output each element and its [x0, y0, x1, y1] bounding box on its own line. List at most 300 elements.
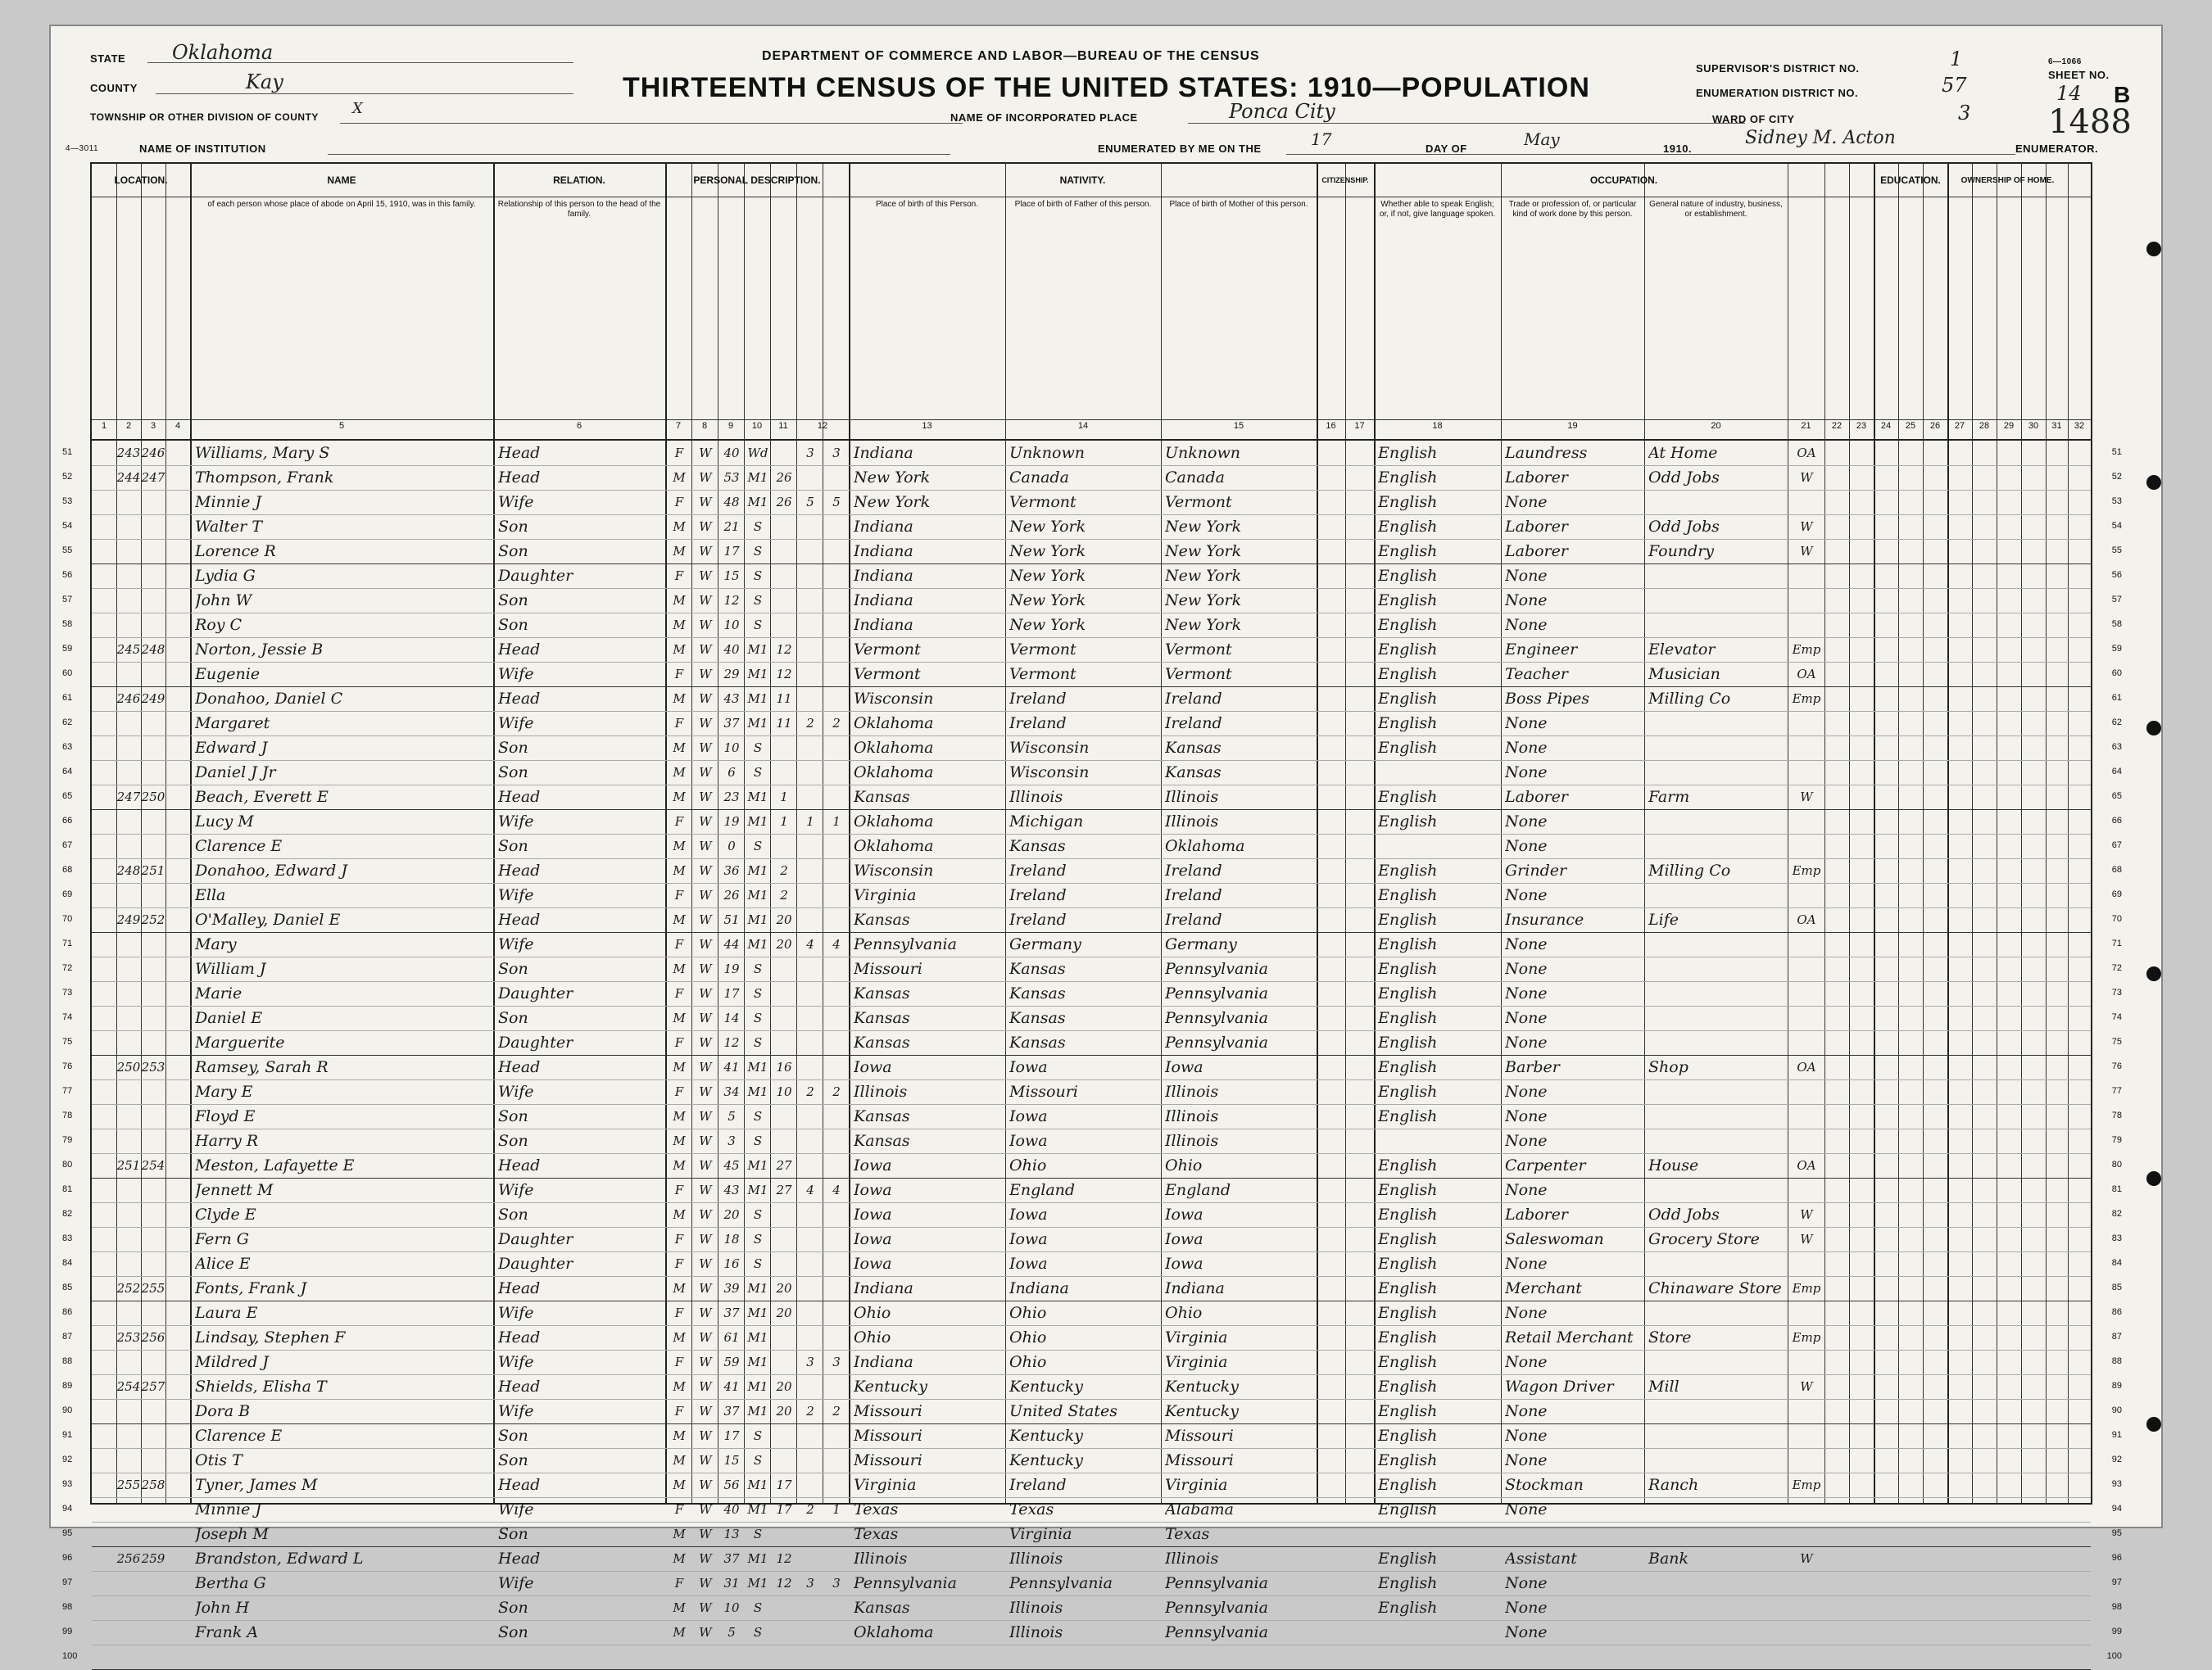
- age: 36: [723, 863, 740, 878]
- father-birthplace: New York: [1009, 542, 1086, 560]
- race: W: [699, 691, 712, 706]
- family-number: 257: [141, 1379, 165, 1394]
- marital-status: M1: [747, 1478, 768, 1492]
- family-number: [141, 762, 165, 783]
- township-label: TOWNSHIP OR OTHER DIVISION OF COUNTY: [90, 111, 319, 123]
- father-birthplace: New York: [1009, 616, 1086, 634]
- industry: [1648, 614, 1788, 636]
- person-name: Edward J: [195, 739, 268, 757]
- table-row: [62, 785, 2122, 810]
- occupation: None: [1505, 1353, 1548, 1371]
- race: W: [699, 1183, 712, 1197]
- occupation: Laundress: [1505, 444, 1588, 462]
- person-name: Shields, Elisha T: [195, 1378, 327, 1396]
- language: English: [1378, 1427, 1438, 1445]
- mother-birthplace: Ohio: [1165, 1304, 1203, 1322]
- table-row: [62, 1448, 2122, 1473]
- language: English: [1378, 1476, 1438, 1494]
- birthplace: Vermont: [854, 665, 921, 683]
- language: English: [1378, 935, 1438, 953]
- person-name: Mary E: [195, 1083, 253, 1101]
- father-birthplace: [1009, 1646, 1157, 1668]
- family-number: [141, 713, 165, 734]
- children-born: [798, 614, 823, 636]
- mother-birthplace: Pennsylvania: [1165, 984, 1268, 1002]
- marital-status: S: [753, 839, 763, 853]
- line-number-right: 94: [2111, 1504, 2122, 1514]
- person-name: Roy C: [195, 616, 243, 634]
- children-born: [798, 737, 823, 758]
- age: 19: [723, 962, 740, 976]
- industry: [1648, 1179, 1788, 1201]
- column-number: 12: [817, 421, 828, 431]
- relationship: Wife: [498, 1083, 534, 1101]
- family-number: [141, 885, 165, 906]
- occupation: None: [1505, 1304, 1548, 1322]
- dwelling-number: [116, 1229, 141, 1250]
- sex: M: [673, 863, 686, 878]
- industry: [1648, 1573, 1788, 1594]
- years-married: [772, 1646, 796, 1668]
- children-born: [798, 983, 823, 1004]
- language: English: [1378, 1255, 1438, 1273]
- table-row: [62, 1522, 2122, 1547]
- person-name: Alice E: [195, 1255, 251, 1273]
- father-birthplace: Kansas: [1009, 1009, 1066, 1027]
- sex: M: [673, 1158, 686, 1173]
- race: W: [699, 519, 712, 534]
- person-name: Minnie J: [195, 493, 261, 511]
- employer-status: [1789, 1351, 1824, 1373]
- employer-status: [1789, 1302, 1824, 1324]
- dwelling-number: [116, 1302, 141, 1324]
- language: English: [1378, 1206, 1438, 1224]
- family-number: [141, 1253, 165, 1274]
- children-living: [824, 1376, 849, 1397]
- race: W: [699, 470, 712, 485]
- industry: [1648, 1106, 1788, 1127]
- age: 10: [723, 740, 740, 755]
- children-born: [798, 762, 823, 783]
- line-number: 63: [62, 742, 73, 752]
- industry: [1648, 1401, 1788, 1422]
- enumeration-district-label: ENUMERATION DISTRICT NO.: [1696, 87, 1859, 99]
- occupation: Engineer: [1505, 640, 1578, 658]
- children-born: [798, 663, 823, 685]
- industry: [1648, 1499, 1788, 1520]
- race: W: [699, 1011, 712, 1025]
- age: 12: [723, 593, 740, 608]
- line-number-right: 59: [2111, 644, 2122, 654]
- mother-birthplace: Kansas: [1165, 739, 1222, 757]
- group-citizenship: CITIZENSHIP.: [1321, 176, 1369, 184]
- line-number: 52: [62, 472, 73, 482]
- line-number: 72: [62, 963, 73, 973]
- column-number: 7: [675, 421, 682, 431]
- line-number: 92: [62, 1455, 73, 1464]
- group-personal: PERSONAL DESCRIPTION.: [693, 174, 821, 186]
- person-name: Fonts, Frank J: [195, 1279, 307, 1297]
- relationship: Head: [498, 788, 541, 806]
- line-number-right: 91: [2111, 1430, 2122, 1440]
- marital-status: S: [753, 1625, 763, 1640]
- age: 13: [723, 1527, 740, 1541]
- language: English: [1378, 1181, 1438, 1199]
- employer-status: [1789, 1081, 1824, 1102]
- language: English: [1378, 1156, 1438, 1174]
- line-number-right: 71: [2111, 939, 2122, 948]
- person-name: Mildred J: [195, 1353, 269, 1371]
- industry: Musician: [1648, 665, 1720, 683]
- age: 37: [723, 1404, 740, 1419]
- ward-value: 3: [1958, 102, 1971, 124]
- table-row: [62, 1301, 2122, 1326]
- mother-birthplace: New York: [1165, 591, 1242, 609]
- family-number: [141, 1351, 165, 1373]
- industry: Store: [1648, 1328, 1692, 1346]
- language: English: [1378, 1009, 1438, 1027]
- table-row: [62, 711, 2122, 736]
- state-label: STATE: [90, 52, 126, 65]
- employer-status: W: [1800, 1232, 1813, 1247]
- birthplace: Texas: [854, 1500, 899, 1518]
- column-number: 25: [1905, 421, 1916, 431]
- family-number: [141, 1646, 165, 1668]
- stamp-number: 1488: [2048, 103, 2132, 141]
- relationship: Daughter: [498, 1034, 573, 1052]
- years-married: 12: [776, 667, 792, 681]
- employer-status: OA: [1797, 1060, 1816, 1075]
- dwelling-number: [116, 491, 141, 513]
- birthplace: Indiana: [854, 1353, 913, 1371]
- trade-column-description: Trade or profession of, or particular kind of work done by this person.: [1508, 200, 1637, 219]
- sex: M: [673, 1207, 686, 1222]
- occupation: Laborer: [1505, 542, 1568, 560]
- person-name: Ramsey, Sarah R: [195, 1058, 329, 1076]
- table-row: [62, 1645, 2122, 1670]
- family-number: 254: [141, 1158, 165, 1173]
- employer-status: [1789, 614, 1824, 636]
- column-number: 15: [1233, 421, 1244, 431]
- language: English: [1378, 468, 1438, 487]
- sheet-letter: B: [2114, 82, 2131, 107]
- birthplace: Iowa: [854, 1230, 892, 1248]
- sex: F: [674, 814, 684, 829]
- column-number: 31: [2051, 421, 2062, 431]
- person-name: Norton, Jessie B: [195, 640, 324, 658]
- father-birthplace: Missouri: [1009, 1083, 1078, 1101]
- table-row: [62, 1497, 2122, 1523]
- father-birthplace: Unknown: [1009, 444, 1085, 462]
- industry: [1648, 1032, 1788, 1053]
- marital-status: M1: [747, 888, 768, 903]
- employer-status: [1789, 1106, 1824, 1127]
- employer-status: Emp: [1792, 863, 1821, 878]
- language: [1378, 1523, 1501, 1545]
- employer-status: W: [1800, 790, 1813, 804]
- children-living: [824, 909, 849, 930]
- person-name: Clyde E: [195, 1206, 256, 1224]
- sex: M: [673, 839, 686, 853]
- person-name: Meston, Lafayette E: [195, 1156, 355, 1174]
- children-born: [798, 860, 823, 881]
- birthplace: Illinois: [854, 1083, 908, 1101]
- children-born: [798, 1130, 823, 1152]
- person-name: Bertha G: [195, 1574, 266, 1592]
- table-row: [62, 1030, 2122, 1056]
- age: 21: [723, 519, 740, 534]
- column-number: 5: [338, 421, 345, 431]
- table-row: [62, 1055, 2122, 1080]
- occupation: Merchant: [1505, 1279, 1582, 1297]
- person-name: John W: [195, 591, 252, 609]
- race: W: [699, 544, 712, 559]
- mother-birthplace: New York: [1165, 616, 1242, 634]
- sex: M: [673, 618, 686, 632]
- dwelling-number: 254: [116, 1379, 141, 1394]
- sex: M: [673, 1551, 686, 1566]
- years-married: [772, 1597, 796, 1618]
- children-living: 3: [832, 446, 841, 460]
- line-number-right: 80: [2111, 1160, 2122, 1170]
- occupation: None: [1505, 591, 1548, 609]
- family-number: [141, 934, 165, 955]
- line-number: 77: [62, 1086, 73, 1096]
- mother-birthplace: Pennsylvania: [1165, 960, 1268, 978]
- employer-status: [1789, 1425, 1824, 1446]
- person-name: Beach, Everett E: [195, 788, 329, 806]
- years-married: 20: [776, 1306, 792, 1320]
- line-number-right: 52: [2111, 472, 2122, 482]
- industry: [1648, 835, 1788, 857]
- line-number: 90: [62, 1405, 73, 1415]
- line-number: 97: [62, 1577, 73, 1587]
- line-number: 86: [62, 1307, 73, 1317]
- children-born: [798, 786, 823, 808]
- employer-status: [1789, 1401, 1824, 1422]
- years-married: [772, 442, 796, 464]
- years-married: 12: [776, 1551, 792, 1566]
- years-married: 20: [776, 937, 792, 952]
- family-number: [141, 1450, 165, 1471]
- table-row: [62, 514, 2122, 540]
- table-row: [62, 1202, 2122, 1228]
- children-living: [824, 1327, 849, 1348]
- sex: M: [673, 1379, 686, 1394]
- line-number: 67: [62, 840, 73, 850]
- years-married: [772, 541, 796, 562]
- race: W: [699, 1600, 712, 1615]
- children-born: [798, 1278, 823, 1299]
- line-number: 59: [62, 644, 73, 654]
- sex: F: [674, 1084, 684, 1099]
- person-name: John H: [195, 1599, 250, 1617]
- marital-status: S: [753, 1527, 763, 1541]
- years-married: 17: [776, 1502, 792, 1517]
- race: W: [699, 1478, 712, 1492]
- industry: [1648, 1007, 1788, 1029]
- marital-status: M1: [747, 1551, 768, 1566]
- line-number-right: 53: [2111, 496, 2122, 506]
- table-row: [62, 588, 2122, 613]
- relationship: Son: [498, 1525, 528, 1543]
- line-number-right: 66: [2111, 816, 2122, 826]
- table-row: [62, 1546, 2122, 1572]
- race: W: [699, 1035, 712, 1050]
- family-number: 255: [141, 1281, 165, 1296]
- column-number: 4: [175, 421, 181, 431]
- children-living: [824, 1622, 849, 1643]
- mother-birthplace: Illinois: [1165, 1132, 1219, 1150]
- employer-status: W: [1800, 519, 1813, 534]
- children-born: [798, 1622, 823, 1643]
- occupation: None: [1505, 837, 1548, 855]
- father-birthplace: Vermont: [1009, 640, 1077, 658]
- birthplace: Virginia: [854, 1476, 917, 1494]
- birthplace: Kansas: [854, 1599, 910, 1617]
- occupation: [1505, 1523, 1644, 1545]
- children-born: [798, 639, 823, 660]
- line-number-right: 81: [2111, 1184, 2122, 1194]
- township-value: X: [352, 100, 363, 117]
- children-living: 2: [832, 1084, 841, 1099]
- sex: F: [674, 1502, 684, 1517]
- children-born: [798, 909, 823, 930]
- birthplace: [854, 1646, 1001, 1668]
- language: English: [1378, 812, 1438, 830]
- marital-status: M1: [747, 667, 768, 681]
- mother-birthplace: Iowa: [1165, 1255, 1203, 1273]
- age: 37: [723, 1551, 740, 1566]
- relationship: Wife: [498, 1304, 534, 1322]
- table-row: [62, 1276, 2122, 1301]
- father-birthplace: Kansas: [1009, 960, 1066, 978]
- table-row: [62, 1325, 2122, 1351]
- person-name: Marguerite: [195, 1034, 285, 1052]
- group-nativity: NATIVITY.: [1059, 174, 1106, 186]
- person-name: Brandston, Edward L: [195, 1550, 364, 1568]
- race: W: [699, 839, 712, 853]
- employer-status: Emp: [1792, 1478, 1821, 1492]
- birth-mother-column-description: Place of birth of Mother of this person.: [1169, 200, 1308, 209]
- children-born: 1: [806, 814, 814, 829]
- language: English: [1378, 984, 1438, 1002]
- industry: [1648, 1425, 1788, 1446]
- relationship: Wife: [498, 886, 534, 904]
- relationship: Head: [498, 640, 541, 658]
- children-living: [824, 1130, 849, 1152]
- mother-birthplace: Iowa: [1165, 1058, 1203, 1076]
- birthplace: Indiana: [854, 1279, 913, 1297]
- table-row: [62, 1595, 2122, 1621]
- birthplace: Indiana: [854, 542, 913, 560]
- children-born: [798, 835, 823, 857]
- marital-status: S: [753, 1109, 763, 1124]
- occupation: Insurance: [1505, 911, 1584, 929]
- birthplace: Oklahoma: [854, 812, 934, 830]
- mother-birthplace: [1165, 1646, 1312, 1668]
- dwelling-number: [116, 885, 141, 906]
- children-living: [824, 1253, 849, 1274]
- children-living: [824, 1450, 849, 1471]
- punch-hole: [2146, 721, 2161, 735]
- line-number-right: 97: [2111, 1577, 2122, 1587]
- age: 37: [723, 716, 740, 731]
- relationship: Son: [498, 1009, 528, 1027]
- birthplace: Indiana: [854, 591, 913, 609]
- dwelling-number: [116, 565, 141, 586]
- relationship: Head: [498, 468, 541, 487]
- person-name: Mary: [195, 935, 237, 953]
- family-number: 249: [141, 691, 165, 706]
- race: W: [699, 1306, 712, 1320]
- family-number: [141, 541, 165, 562]
- family-number: [141, 1032, 165, 1053]
- line-number: 89: [62, 1381, 73, 1391]
- children-born: [798, 1523, 823, 1545]
- dwelling-number: [116, 1351, 141, 1373]
- relationship: Wife: [498, 1353, 534, 1371]
- family-number: 246: [141, 446, 165, 460]
- occupation: Grinder: [1505, 862, 1567, 880]
- age: 5: [728, 1109, 736, 1124]
- marital-status: M1: [747, 716, 768, 731]
- marital-status: S: [753, 593, 763, 608]
- person-name: Ella: [195, 886, 226, 904]
- age: 5: [728, 1625, 736, 1640]
- occupation: Laborer: [1505, 468, 1568, 487]
- family-number: 253: [141, 1060, 165, 1075]
- birthplace: Kansas: [854, 1034, 910, 1052]
- birthplace: Kentucky: [854, 1378, 927, 1396]
- relationship: Son: [498, 1206, 528, 1224]
- column-number: 18: [1432, 421, 1443, 431]
- language: English: [1378, 1230, 1438, 1248]
- marital-status: S: [753, 568, 763, 583]
- family-number: [141, 1179, 165, 1201]
- marital-status: M1: [747, 1158, 768, 1173]
- year-label: 1910.: [1663, 143, 1693, 155]
- marital-status: S: [753, 1011, 763, 1025]
- column-number: 8: [701, 421, 708, 431]
- employer-status: [1789, 565, 1824, 586]
- county-label: COUNTY: [90, 82, 138, 94]
- children-born: [798, 1376, 823, 1397]
- industry: Mill: [1648, 1378, 1679, 1396]
- relationship: Daughter: [498, 567, 573, 585]
- industry: [1648, 1081, 1788, 1102]
- years-married: 11: [776, 716, 792, 731]
- family-number: [141, 811, 165, 832]
- children-born: [798, 565, 823, 586]
- industry: Farm: [1648, 788, 1690, 806]
- children-living: 2: [832, 1404, 841, 1419]
- language: English: [1378, 960, 1438, 978]
- line-number: 71: [62, 939, 73, 948]
- table-row: [62, 858, 2122, 884]
- marital-status: [746, 1646, 770, 1668]
- marital-status: M1: [747, 1306, 768, 1320]
- birthplace: Kansas: [854, 984, 910, 1002]
- sex: M: [673, 691, 686, 706]
- person-name: Lorence R: [195, 542, 276, 560]
- age: 61: [723, 1330, 740, 1345]
- family-number: [141, 491, 165, 513]
- employer-status: W: [1800, 1551, 1813, 1566]
- table-row: [62, 760, 2122, 785]
- children-born: [798, 1597, 823, 1618]
- race: W: [699, 986, 712, 1001]
